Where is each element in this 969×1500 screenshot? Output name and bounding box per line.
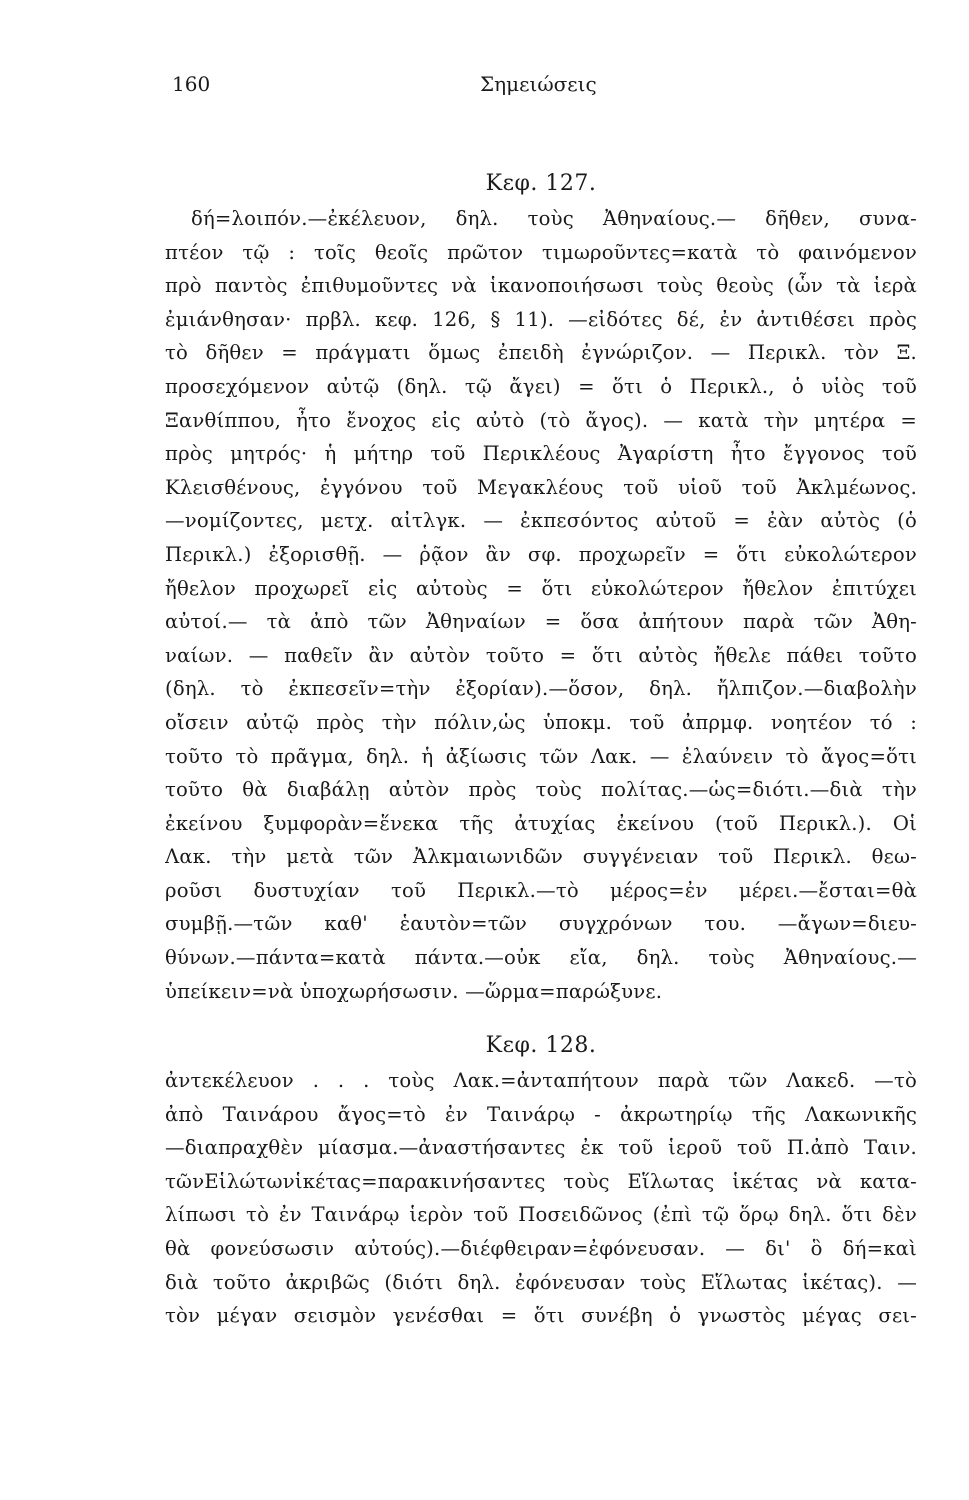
- text-line: συμβῇ.—τῶν καθ' ἑαυτὸν=τῶν συγχρόνων του. —ἄγων=διευ-: [165, 912, 917, 936]
- text-line: τοῦτο τὸ πρᾶγμα, δηλ. ἡ ἀξίωσις τῶν Λακ. — ἐλαύνειν τὸ ἄγος=ὅτι: [165, 744, 917, 768]
- chapter-text: [165, 202, 917, 1008]
- running-head: [172, 72, 812, 104]
- text-line: λίπωσι τὸ ἐν Ταινάρῳ ἱερὸν τοῦ Ποσειδῶνος (ἐπὶ τῷ ὅρῳ δηλ. ὅτι δὲν: [165, 1203, 917, 1227]
- text-line: πρὸ παντὸς ἐπιθυμοῦντες νὰ ἱκανοποιήσωσι τοὺς θεοὺς (ὧν τὰ ἱερὰ: [165, 274, 917, 298]
- text-line: τῶνΕἱλώτωνἱκέτας=παρακινήσαντες τοὺς Εἵλωτας ἱκέτας νὰ κατα-: [165, 1169, 917, 1193]
- text-line: Κλεισθένους, ἐγγόνου τοῦ Μεγακλέους τοῦ υἱοῦ τοῦ Ἀκλμέωνος.: [165, 475, 917, 499]
- page-number: 160: [172, 72, 211, 96]
- text-line: ροῦσι δυστυχίαν τοῦ Περικλ.—τὸ μέρος=ἐν μέρει.—ἔσται=θὰ: [165, 878, 917, 902]
- chapter-128-notes: [165, 1028, 917, 1333]
- text-line: θὰ φονεύσωσιν αὐτούς).—διέφθειραν=ἐφόνευσαν. — δι' ὃ δή=καὶ: [165, 1236, 917, 1260]
- text-line: —διαπραχθὲν μίασμα.—ἀναστήσαντες ἐκ τοῦ ἱεροῦ τοῦ Π.ἀπὸ Ταιν.: [165, 1136, 917, 1160]
- text-line: ἐκείνου ξυμφορὰν=ἕνεκα τῆς ἀτυχίας ἐκείνου (τοῦ Περικλ.). Οἱ: [165, 811, 917, 835]
- text-line: πρὸς μητρός· ἡ μήτηρ τοῦ Περικλέους Ἀγαρίστη ἦτο ἔγγονος τοῦ: [165, 442, 917, 466]
- text-line: πτέον τῷ : τοῖς θεοῖς πρῶτον τιμωροῦντες=κατὰ τὸ φαινόμενον: [165, 240, 917, 264]
- running-title: Σημειώσεις: [480, 72, 597, 96]
- text-line: ἐμιάνθησαν· πρβλ. κεφ. 126, § 11). —εἰδότες δέ, ἐν ἀντιθέσει πρὸς: [165, 307, 917, 331]
- text-line: ἤθελον προχωρεῖ εἰς αὐτοὺς = ὅτι εὐκολώτερον ἤθελον ἐπιτύχει: [165, 576, 917, 600]
- text-line: θύνων.—πάντα=κατὰ πάντα.—οὐκ εἴα, δηλ. τοὺς Ἀθηναίους.—: [165, 946, 917, 970]
- text-line: τοῦτο θὰ διαβάλῃ αὐτὸν πρὸς τοὺς πολίτας.—ὡς=διότι.—διὰ τὴν: [165, 778, 917, 802]
- text-line: τὸν μέγαν σεισμὸν γενέσθαι = ὅτι συνέβη ὁ γνωστὸς μέγας σει-: [165, 1304, 917, 1328]
- text-line: προσεχόμενον αὐτῷ (δηλ. τῷ ἄγει) = ὅτι ὁ Περικλ., ὁ υἱὸς τοῦ: [165, 374, 917, 398]
- text-line: Περικλ.) ἐξορισθῇ. — ῥᾷον ἂν σφ. προχωρεῖν = ὅτι εὐκολώτερον: [165, 542, 917, 566]
- text-line: τὸ δῆθεν = πράγματι ὅμως ἐπειδὴ ἐγνώριζον. — Περικλ. τὸν Ξ.: [165, 341, 917, 365]
- text-line: δή=λοιπόν.—ἐκέλευον, δηλ. τοὺς Ἀθηναίους.— δῆθεν, συνα-: [191, 207, 917, 230]
- text-line: —νομίζοντες, μετχ. αἰτλγκ. — ἐκπεσόντος αὐτοῦ = ἐὰν αὐτὸς (ὁ: [165, 509, 917, 533]
- text-line: Λακ. τὴν μετὰ τῶν Ἀλκμαιωνιδῶν συγγένειαν τοῦ Περικλ. θεω-: [165, 845, 917, 869]
- text-line: αὐτοί.— τὰ ἀπὸ τῶν Ἀθηναίων = ὅσα ἀπήτουν παρὰ τῶν Ἀθη-: [165, 610, 917, 634]
- chapter-heading: Κεφ. 128.: [485, 1033, 597, 1058]
- text-line: ἀντεκέλευον . . . τοὺς Λακ.=ἀνταπήτουν παρὰ τῶν Λακεδ. —τὸ: [165, 1069, 917, 1092]
- chapter-heading: Κεφ. 127.: [485, 171, 597, 196]
- chapter-text: [165, 1064, 917, 1333]
- text-line: οἴσειν αὐτῷ πρὸς τὴν πόλιν,ὡς ὑποκμ. τοῦ ἀπρμφ. νοητέον τό :: [165, 710, 917, 734]
- text-line: Ξανθίππου, ἦτο ἔνοχος εἰς αὐτὸ (τὸ ἄγος). — κατὰ τὴν μητέρα =: [165, 408, 917, 432]
- text-line: ναίων. — παθεῖν ἂν αὐτὸν τοῦτο = ὅτι αὐτὸς ἤθελε πάθει τοῦτο: [165, 643, 917, 667]
- chapter-127-notes: [165, 166, 917, 1008]
- text-line: ὑπείκειν=νὰ ὑποχωρήσωσιν. —ὥρμα=παρώξυνε.: [165, 979, 663, 1003]
- text-line: διὰ τοῦτο ἀκριβῶς (διότι δηλ. ἐφόνευσαν τοὺς Εἵλωτας ἱκέτας). —: [165, 1270, 917, 1294]
- text-line: ἀπὸ Ταινάρου ἄγος=τὸ ἐν Ταινάρῳ - ἀκρωτηρίῳ τῆς Λακωνικῆς: [165, 1102, 917, 1126]
- text-line: (δηλ. τὸ ἐκπεσεῖν=τὴν ἐξορίαν).—ὅσον, δηλ. ἤλπιζον.—διαβολὴν: [165, 677, 917, 701]
